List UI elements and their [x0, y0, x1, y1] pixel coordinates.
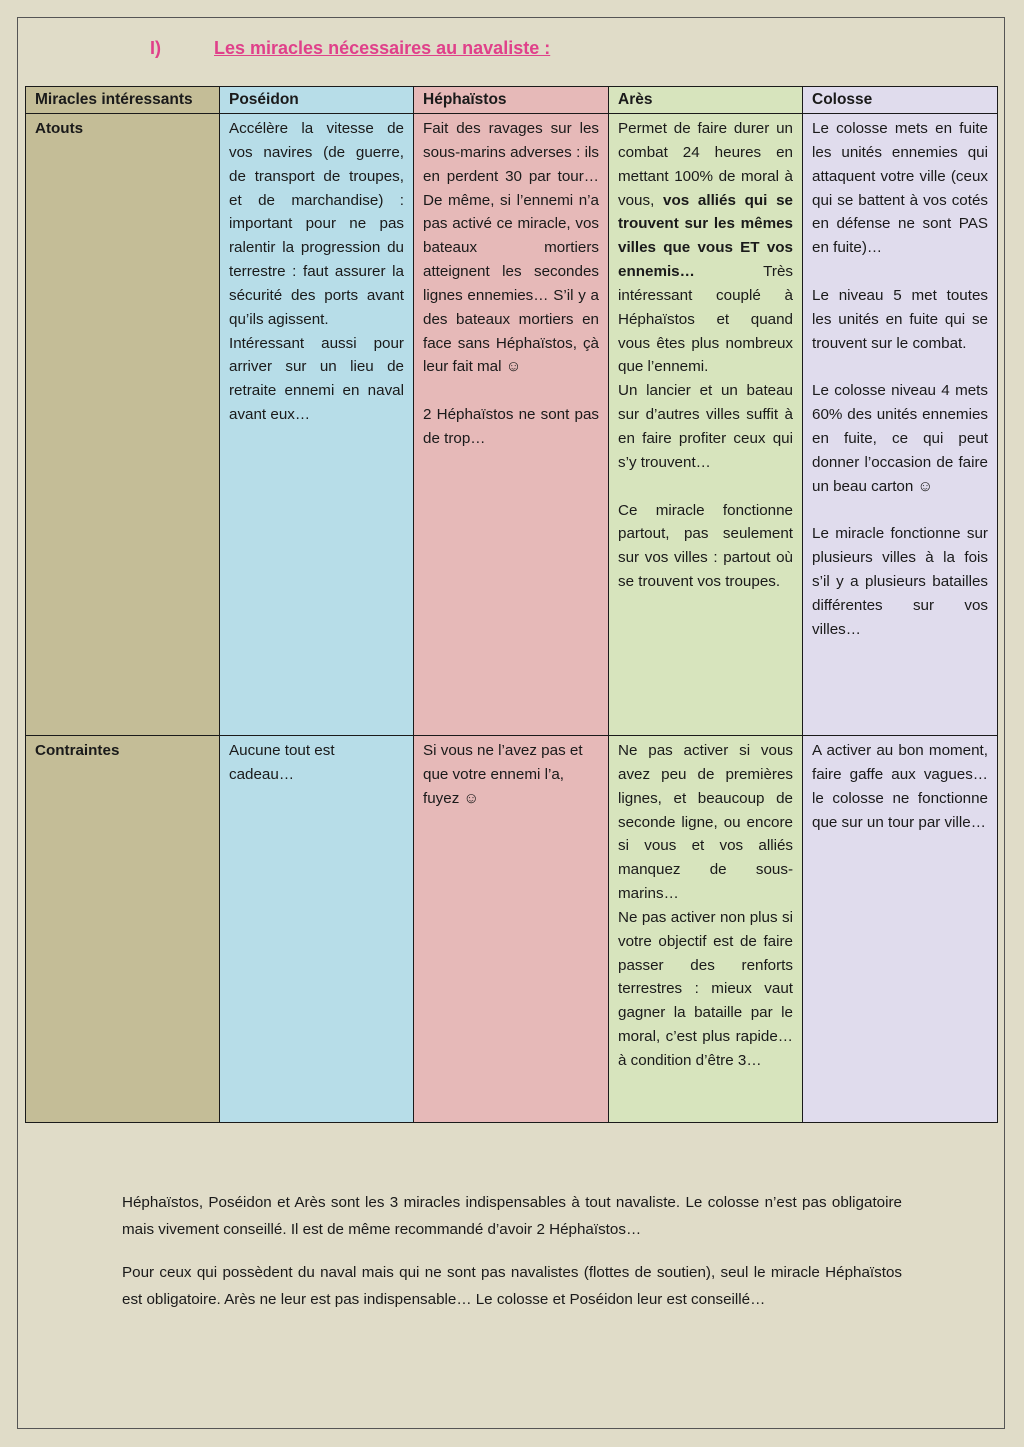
cell-ares-atouts	[609, 114, 803, 736]
hephaistos-atouts-p1: Fait des ravages sur les sous-marins adverses : ils en perdent 30 par tour… De même, si l’ennemi n’a pas activé ce miracle, vos bateaux mortiers atteignent les secondes lignes ennemies… S’il y a des bateaux mortiers en face sans Héphaïstos, çà leur fait mal ☺	[423, 120, 599, 376]
colosse-atouts-p1: Le colosse mets en fuite les unités ennemies qui attaquent votre ville (ceux qui se battent à vos cotés en défense ne sont PAS en fuite)…	[812, 120, 988, 257]
cell-hephaistos-contraintes	[414, 736, 609, 1123]
poseidon-atouts-p1: Accélère la vitesse de vos navires (de guerre, de transport de troupes, et de marchandise) : important pour ne pas ralentir la progression du terrestre : faut assurer la sécurité des ports avant qu’ils agissent.	[229, 120, 404, 328]
ares-contraintes-p1: Ne pas activer si vous avez peu de premières lignes, et beaucoup de seconde ligne, ou encore si vous et vos alliés manquez de sous-marins…	[618, 742, 793, 903]
poseidon-contraintes-text: Aucune tout est cadeau…	[229, 742, 335, 783]
cell-colosse-contraintes	[803, 736, 998, 1123]
table-header-row	[26, 87, 998, 114]
cell-poseidon-atouts	[220, 114, 414, 736]
hephaistos-atouts-p2: 2 Héphaïstos ne sont pas de trop…	[423, 406, 599, 447]
ares-atouts-bold: vos alliés qui se trouvent sur les mêmes villes que vous ET vos ennemis…	[618, 191, 793, 281]
section-title: Les miracles nécessaires au navaliste :	[214, 38, 551, 58]
poseidon-atouts-p2: Intéressant aussi pour arriver sur un lieu de retraite ennemi en naval avant eux…	[229, 334, 404, 424]
header-poseidon: Poséidon	[220, 87, 414, 114]
ares-atouts-p3: Ce miracle fonctionne partout, pas seulement sur vos villes : partout où se trouvent vos troupes.	[618, 501, 793, 591]
footer-paragraph-1: Héphaïstos, Poséidon et Arès sont les 3 miracles indispensables à tout navaliste. Le colosse n’est pas obligatoire mais vivement conseillé. Il est de même recommandé d’avoir 2 Héphaïstos…	[122, 1194, 902, 1238]
section-heading	[0, 38, 1024, 64]
header-miracles: Miracles intéressants	[26, 87, 220, 114]
table-row-contraintes	[26, 736, 998, 1123]
colosse-atouts-p4: Le miracle fonctionne sur plusieurs villes à la fois s’il y a plusieurs batailles différentes sur vos villes…	[812, 525, 988, 638]
colosse-atouts-p2: Le niveau 5 met toutes les unités en fuite qui se trouvent sur le combat.	[812, 286, 988, 352]
table-row-atouts	[26, 114, 998, 736]
header-colosse: Colosse	[803, 87, 998, 114]
cell-poseidon-contraintes	[220, 736, 414, 1123]
header-hephaistos: Héphaïstos	[414, 87, 609, 114]
row-label-contraintes: Contraintes	[26, 736, 220, 1123]
ares-atouts-p2: Un lancier et un bateau sur d’autres villes suffit à en faire profiter ceux qui s’y trouvent…	[618, 382, 793, 471]
miracles-table	[25, 86, 998, 1123]
cell-hephaistos-atouts	[414, 114, 609, 736]
header-ares: Arès	[609, 87, 803, 114]
footer-paragraph-2: Pour ceux qui possèdent du naval mais qui ne sont pas navalistes (flottes de soutien), seul le miracle Héphaïstos est obligatoire. Arès ne leur est pas indispensable… Le colosse et Poséidon leur est conseillé…	[122, 1264, 902, 1308]
row-label-atouts: Atouts	[26, 114, 220, 736]
colosse-atouts-p3: Le colosse niveau 4 mets 60% des unités ennemies en fuite, ce qui peut donner l’occasion de faire un beau carton ☺	[812, 382, 988, 495]
cell-colosse-atouts	[803, 114, 998, 736]
ares-contraintes-p2: Ne pas activer non plus si votre objectif est de faire passer des renforts terrestres : mieux vaut gagner la bataille par le moral, c’est plus rapide… à condition d’être 3…	[618, 908, 793, 1069]
cell-ares-contraintes	[609, 736, 803, 1123]
colosse-contraintes-text: A activer au bon moment, faire gaffe aux vagues… le colosse ne fonctionne que sur un tour par ville…	[812, 742, 988, 831]
hephaistos-contraintes-text: Si vous ne l’avez pas et que votre ennemi l’a, fuyez ☺	[423, 742, 583, 807]
section-number: I)	[150, 38, 161, 58]
ares-atouts-p1: Permet de faire durer un combat 24 heures en mettant 100% de moral à vous, vos alliés qui se trouvent sur les mêmes villes que vous ET vos ennemis… Très intéressant couplé à Héphaïstos et quand vous êtes plus nombreux que l’ennemi.	[618, 120, 793, 376]
